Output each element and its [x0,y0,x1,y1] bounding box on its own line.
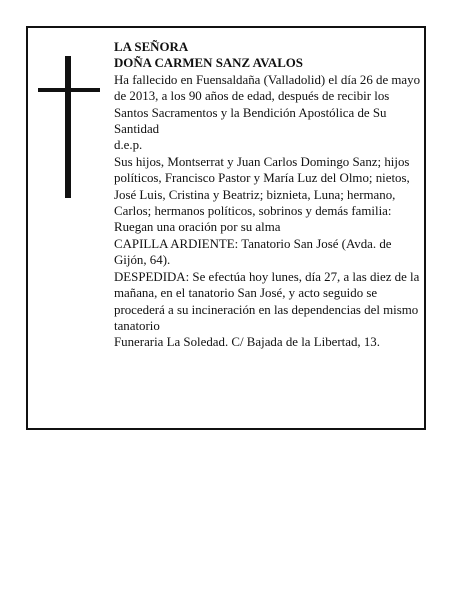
cross-horizontal-bar [38,88,100,92]
notice-text [114,39,424,351]
notice-heading: LA SEÑORA [114,40,189,54]
prayer-request: Ruegan una oración por su alma [114,220,281,235]
farewell-details: DESPEDIDA: Se efectúa hoy lunes, día 27, a las diez de la mañana, en el tanatorio San José, y acto seguido se procederá a su incineración en las dependencias del mismo tanatorio [114,269,420,333]
cross-vertical-bar [65,56,71,198]
family-members: Sus hijos, Montserrat y Juan Carlos Domingo Sanz; hijos políticos, Francisco Pastor y María Luz del Olmo; nietos, José Luis, Cristina y Beatriz; biznieta, Luna; hermano, Carlos; hermanos políticos, sobrinos y demás familia: [114,154,410,219]
death-announcement: Ha fallecido en Fuensaldaña (Valladolid) el día 26 de mayo de 2013, a los 90 años de edad, después de recibir los Santos Sacramentos y la Bendición Apostólica de Su Santidad [114,72,421,137]
deceased-name: DOÑA CARMEN SANZ AVALOS [114,56,303,71]
wake-location: CAPILLA ARDIENTE: Tanatorio San José (Avda. de Gijón, 64). [114,236,392,268]
funeral-home: Funeraria La Soledad. C/ Bajada de la Libertad, 13. [114,335,380,350]
latin-cross-icon [38,56,100,198]
obituary-notice [26,26,426,430]
rest-in-peace: d.e.p. [114,138,143,153]
